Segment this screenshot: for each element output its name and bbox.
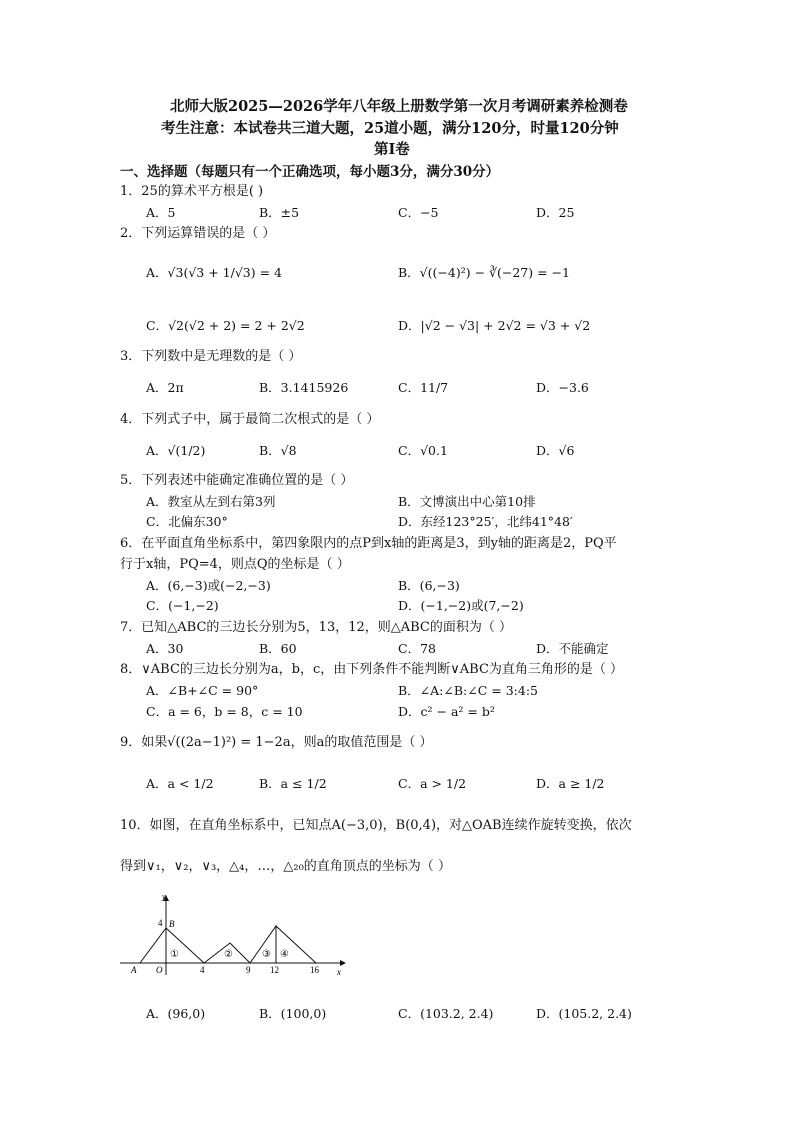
q1-option-c: C．−5: [398, 205, 439, 220]
x-tick-9-label: 9: [246, 965, 251, 975]
question-5-stem: 5．下列表述中能确定准确位置的是（ ）: [120, 473, 354, 488]
q6-option-d: D．(−1,−2)或(7,−2): [398, 598, 524, 613]
x-axis-arrow-icon: [340, 960, 346, 966]
question-10-stem: 10．如图，在直角坐标系中，已知点A(−3,0)，B(0,4)，对△OAB连续作旋转变换，依次: [120, 818, 632, 833]
q7-option-c: C．78: [398, 641, 436, 656]
q8-option-b: B．∠A:∠B:∠C = 3:4:5: [398, 683, 539, 698]
q2-option-c: C．√2(√2 + 2) = 2 + 2√2: [146, 318, 305, 333]
q2-option-d: D．|√2 − √3| + 2√2 = √3 + √2: [398, 318, 591, 333]
q4-option-b: B．√8: [259, 443, 297, 458]
y-axis-label: y: [162, 893, 166, 901]
q3-option-d: D．−3.6: [536, 380, 589, 395]
q9-option-b: B．a ≤ 1/2: [259, 776, 327, 791]
x-tick-12-label: 12: [270, 965, 279, 975]
q9-option-c: C．a > 1/2: [398, 776, 467, 791]
q2-option-a: A．√3(√3 + 1/√3) = 4: [146, 265, 282, 280]
q7-option-a: A．30: [146, 641, 184, 656]
q5-option-d: D．东经123°25′，北纬41°48′: [398, 514, 573, 529]
question-6-stem: 6．在平面直角坐标系中，第四象限内的点P到x轴的距离是3，到y轴的距离是2，PQ平: [120, 536, 617, 551]
exam-title: 北师大版2025—2026学年八年级上册数学第一次月考调研素养检测卷: [170, 98, 628, 115]
q10-option-c: C．(103.2, 2.4): [398, 1006, 494, 1021]
question-10-stem-cont: 得到∨₁，∨₂，∨₃，△₄，…，△₂₀的直角顶点的坐标为（ ）: [120, 859, 451, 874]
point-a-label: A: [131, 965, 137, 975]
q8-option-d: D．c² − a² = b²: [398, 704, 495, 719]
q1-option-d: D．25: [536, 205, 575, 220]
circled-1-label: ①: [170, 949, 179, 960]
q10-option-b: B．(100,0): [259, 1006, 327, 1021]
q4-option-a: A．√(1/2): [146, 443, 206, 458]
exam-notice: 考生注意：本试卷共三道大题，25道小题，满分120分，时量120分钟: [161, 120, 619, 137]
question-2-stem: 2．下列运算错误的是（ ）: [120, 226, 276, 241]
q10-option-a: A．(96,0): [146, 1006, 206, 1021]
x-tick-16-label: 16: [310, 965, 319, 975]
q6-option-a: A．(6,−3)或(−2,−3): [146, 578, 271, 593]
y-tick-4-label: 4: [158, 918, 163, 928]
q3-option-b: B．3.1415926: [259, 380, 349, 395]
section-heading: 一、选择题（每题只有一个正确选项，每小题3分，满分30分）: [120, 164, 500, 180]
circled-2-label: ②: [224, 949, 233, 960]
origin-label: O: [156, 965, 163, 975]
question-8-stem: 8．∨ABC的三边长分别为a，b，c，由下列条件不能判断∨ABC为直角三角形的是（ ）: [120, 662, 624, 677]
circled-3-label: ③: [262, 949, 271, 960]
q5-option-c: C．北偏东30°: [146, 514, 228, 529]
q9-option-d: D．a ≥ 1/2: [536, 776, 605, 791]
question-1-stem: 1．25的算术平方根是( ): [120, 184, 264, 199]
x-axis-label: x: [337, 967, 341, 977]
question-4-stem: 4．下列式子中，属于最简二次根式的是（ ）: [120, 412, 380, 427]
q6-option-b: B．(6,−3): [398, 578, 460, 593]
q7-option-b: B．60: [259, 641, 297, 656]
question-9-stem: 9．如果√((2a−1)²) = 1−2a，则a的取值范围是（ ）: [120, 735, 433, 750]
q5-option-a: A．教室从左到右第3列: [146, 494, 276, 509]
x-tick-4-label: 4: [200, 965, 205, 975]
q8-option-a: A．∠B+∠C = 90°: [146, 683, 259, 698]
q5-option-b: B．文博演出中心第10排: [398, 494, 536, 509]
rotation-figure: [118, 893, 348, 977]
part-label: 第Ⅰ卷: [374, 141, 410, 158]
triangle-chain: [140, 926, 276, 963]
q4-option-c: C．√0.1: [398, 443, 448, 458]
q10-option-d: D．(105.2, 2.4): [536, 1006, 632, 1021]
point-b-label: B: [169, 919, 175, 929]
circled-4-label: ④: [280, 949, 289, 960]
q3-option-a: A．2π: [146, 380, 184, 395]
q6-option-c: C．(−1,−2): [146, 598, 219, 613]
question-7-stem: 7．已知△ABC的三边长分别为5，13，12，则△ABC的面积为（ ）: [120, 620, 513, 635]
question-3-stem: 3．下列数中是无理数的是（ ）: [120, 349, 302, 364]
q1-option-b: B．±5: [259, 205, 300, 220]
q7-option-d: D．不能确定: [536, 641, 609, 656]
question-6-stem-cont: 行于x轴，PQ=4，则点Q的坐标是（ ）: [120, 557, 350, 572]
q2-option-b: B．√((−4)²) − ∛(−27) = −1: [398, 265, 570, 280]
q3-option-c: C．11/7: [398, 380, 449, 395]
q4-option-d: D．√6: [536, 443, 575, 458]
q8-option-c: C．a = 6，b = 8，c = 10: [146, 704, 303, 719]
q9-option-a: A．a < 1/2: [146, 776, 214, 791]
q1-option-a: A．5: [146, 205, 176, 220]
